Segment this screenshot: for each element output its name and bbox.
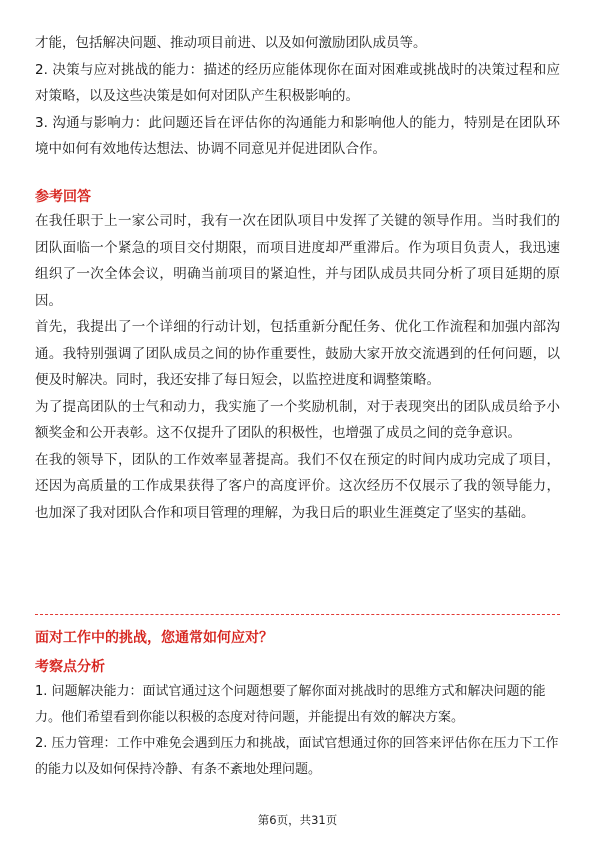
reference-paragraph: 为了提高团队的士气和动力，我实施了一个奖励机制，对于表现突出的团队成员给予小额奖金和公开表彰。这不仅提升了团队的积极性，也增强了成员之间的竞争意识。: [35, 398, 560, 441]
reference-paragraph: 在我任职于上一家公司时，我有一次在团队项目中发挥了关键的领导作用。当时我们的团队面临一个紧急的项目交付期限，而项目进度却严重滞后。作为项目负责人，我迅速组织了一次全体会议，明确当前项目的紧迫性，并与团队成员共同分析了项目延期的原因。: [35, 213, 560, 309]
reference-paragraph: 首先，我提出了一个详细的行动计划，包括重新分配任务、优化工作流程和加强内部沟通。我特别强调了团队成员之间的协作重要性，鼓励大家开放交流遇到的任何问题，以便及时解决。同时，我还安排了每日短会，以监控进度和调整策略。: [35, 319, 560, 388]
analysis-item: 2. 压力管理：工作中难免会遇到压力和挑战，面试官想通过你的回答来评估你在压力下工作的能力以及如何保持冷静、有条不紊地处理问题。: [35, 736, 559, 777]
analysis-item: 1. 问题解决能力：面试官通过这个问题想要了解你面对挑战时的思维方式和解决问题的能力。他们希望看到你能以积极的态度对待问题，并能提出有效的解决方案。: [35, 684, 546, 725]
analysis-list: [35, 679, 560, 783]
criteria-line: 才能，包括解决问题、推动项目前进、以及如何激励团队成员等。: [35, 35, 427, 51]
criteria-item: 2. 决策与应对挑战的能力：描述的经历应能体现你在面对困难或挑战时的决策过程和应对策略，以及这些决策是如何对团队产生积极影响的。: [35, 61, 560, 104]
page-number: 第6页，共31页: [257, 813, 338, 827]
reference-heading: 参考回答: [35, 189, 91, 205]
reference-paragraph: 在我的领导下，团队的工作效率显著提高。我们不仅在预定的时间内成功完成了项目，还因为高质量的工作成果获得了客户的高度评价。这次经历不仅展示了我的领导能力，也加深了我对团队合作和项目管理的理解，为我日后的职业生涯奠定了坚实的基础。: [35, 451, 560, 521]
criteria-continued: [35, 30, 560, 163]
reference-answer: [35, 208, 560, 526]
criteria-item: 3. 沟通与影响力：此问题还旨在评估你的沟通能力和影响他人的能力，特别是在团队环境中如何有效地传达想法、协调不同意见并促进团队合作。: [35, 114, 560, 157]
analysis-heading: 考察点分析: [35, 659, 105, 675]
question-heading: 面对工作中的挑战，您通常如何应对？: [35, 630, 273, 646]
section-divider: [35, 614, 560, 615]
